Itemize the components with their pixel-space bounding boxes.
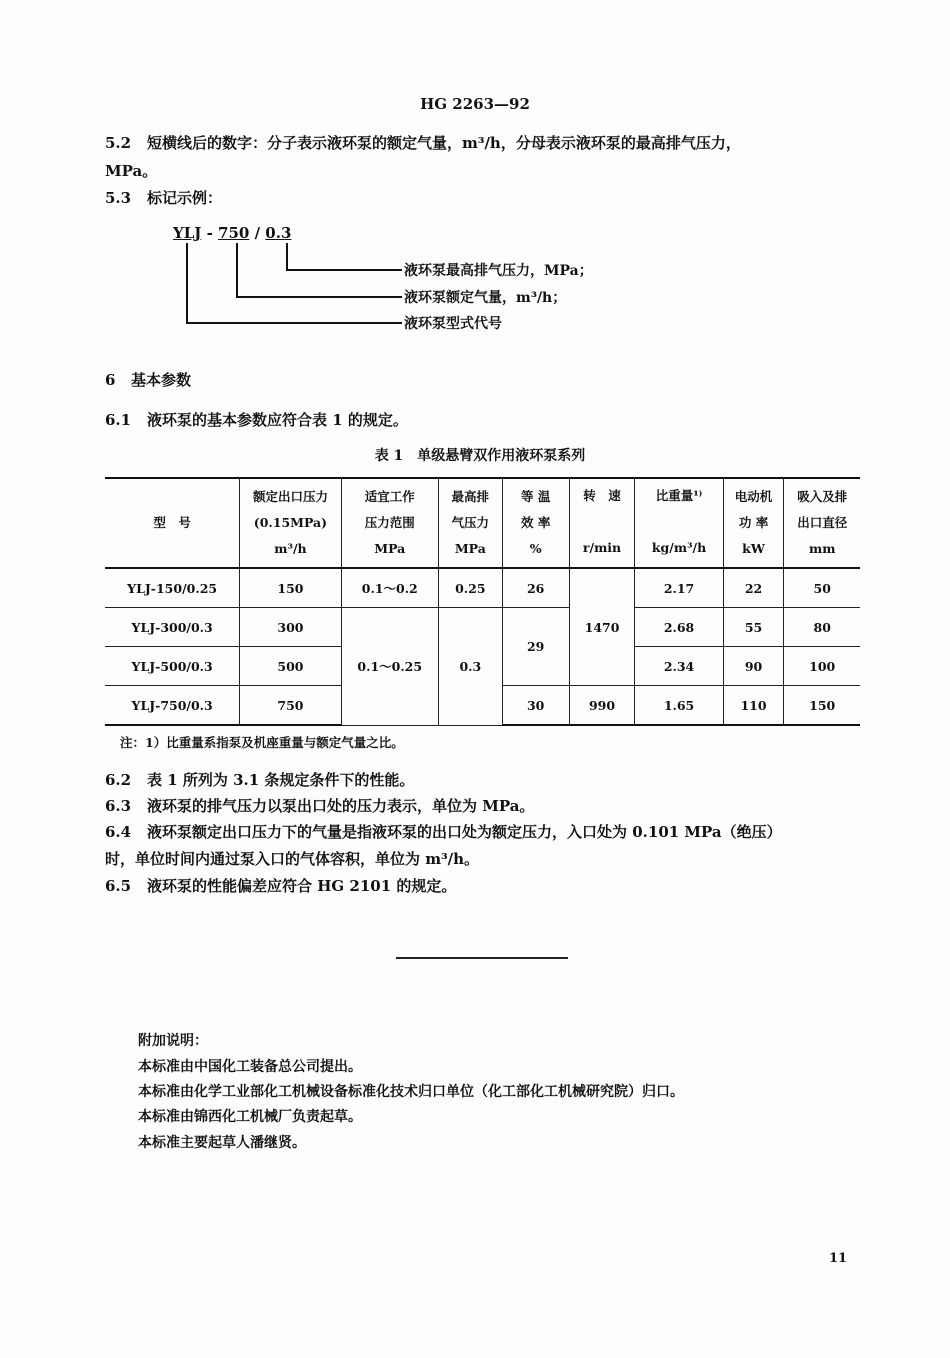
leader-line-flow-horizontal xyxy=(236,296,402,298)
cell-port-diameter: 150 xyxy=(784,686,860,726)
cell-efficiency: 26 xyxy=(502,568,569,608)
cell-motor-power: 90 xyxy=(723,647,784,686)
cell-model: YLJ-500/0.3 xyxy=(105,647,240,686)
marking-pressure-code: 0.3 xyxy=(265,224,292,242)
section-number: 5.3 xyxy=(105,189,132,207)
separator-line xyxy=(396,957,568,959)
leader-line-pressure-vertical xyxy=(286,243,288,270)
appendix-title: 附加说明： xyxy=(138,1033,208,1049)
table-caption: 表 1 单级悬臂双作用液环泵系列 xyxy=(374,448,586,464)
header-flow xyxy=(240,478,341,568)
cell-specific-weight: 2.17 xyxy=(635,568,723,608)
header-line: 压力范围 xyxy=(364,515,415,530)
section-5-3 xyxy=(105,187,222,208)
cell-motor-power: 110 xyxy=(723,686,784,726)
header-line: 比重量¹⁾ xyxy=(655,488,703,503)
header-line: m³/h xyxy=(274,541,307,556)
section-6-1 xyxy=(105,409,408,430)
cell-model: YLJ-150/0.25 xyxy=(105,568,240,608)
header-line: 出口直径 xyxy=(797,515,848,530)
marking-label-pressure: 液环泵最高排气压力，MPa； xyxy=(404,263,593,279)
header-speed xyxy=(569,478,635,568)
header-line: mm xyxy=(808,541,836,556)
appendix-line: 本标准由中国化工装备总公司提出。 xyxy=(138,1059,362,1075)
header-specific-weight xyxy=(635,478,723,568)
cell-efficiency: 29 xyxy=(502,608,569,686)
leader-line-pressure-horizontal xyxy=(286,269,402,271)
header-line: r/min xyxy=(582,540,622,555)
header-port-diameter xyxy=(784,478,860,568)
header-line: 型 号 xyxy=(153,515,191,530)
section-6-3 xyxy=(105,795,534,816)
section-number: 5.2 xyxy=(105,134,132,152)
cell-max-pressure: 0.25 xyxy=(438,568,502,608)
table-footnote: 注：1）比重量系指泵及机座重量与额定气量之比。 xyxy=(120,735,404,750)
marking-type-code: YLJ xyxy=(173,224,202,242)
appendix-line: 本标准主要起草人潘继贤。 xyxy=(138,1135,306,1151)
marking-label-type: 液环泵型式代号 xyxy=(404,316,502,332)
cell-speed: 990 xyxy=(569,686,635,726)
section-number: 6.3 xyxy=(105,797,132,815)
cell-pressure-range: 0.1～0.2 xyxy=(341,568,438,608)
section-text: 液环泵的性能偏差应符合 HG 2101 的规定。 xyxy=(147,877,457,895)
document-header: HG 2263—92 xyxy=(420,95,530,113)
header-line: 吸入及排 xyxy=(797,489,848,504)
header-line: 气压力 xyxy=(451,515,490,530)
header-line: % xyxy=(529,541,542,556)
leader-line-flow-vertical xyxy=(236,243,238,297)
appendix-line: 本标准由锦西化工机械厂负责起草。 xyxy=(138,1109,362,1125)
cell-speed: 1470 xyxy=(569,568,635,686)
section-text: 短横线后的数字：分子表示液环泵的额定气量，m³/h，分母表示液环泵的最高排气压力， xyxy=(147,134,741,152)
section-text: 表 1 所列为 3.1 条规定条件下的性能。 xyxy=(147,771,415,789)
cell-flow: 500 xyxy=(240,647,341,686)
header-line: 功 率 xyxy=(738,515,769,530)
cell-specific-weight: 2.34 xyxy=(635,647,723,686)
header-line: 等 温 xyxy=(520,489,551,504)
section-number: 6.5 xyxy=(105,877,132,895)
header-line: 适宜工作 xyxy=(364,489,415,504)
header-line: kg/m³/h xyxy=(651,540,707,555)
cell-specific-weight: 1.65 xyxy=(635,686,723,726)
cell-efficiency: 30 xyxy=(502,686,569,726)
leader-line-type-vertical xyxy=(186,243,188,323)
header-line: 效 率 xyxy=(520,515,551,530)
pump-parameter-table xyxy=(105,477,860,726)
section-text: 液环泵额定出口压力下的气量是指液环泵的出口处为额定压力，入口处为 0.101 MPa（绝压） xyxy=(147,823,782,841)
section-text: 液环泵的基本参数应符合表 1 的规定。 xyxy=(147,411,408,429)
cell-pressure-range: 0.1～0.25 xyxy=(341,608,438,726)
header-line: 额定出口压力 xyxy=(252,489,328,504)
marking-separator: / xyxy=(249,224,266,242)
table-row xyxy=(105,608,860,647)
header-model xyxy=(105,478,240,568)
table-header-row xyxy=(105,478,860,568)
cell-flow: 150 xyxy=(240,568,341,608)
section-number: 6.4 xyxy=(105,823,132,841)
header-line xyxy=(635,509,722,535)
section-6-5 xyxy=(105,875,456,896)
section-number: 6.1 xyxy=(105,411,132,429)
section-6-4 xyxy=(105,821,782,842)
header-line: 最高排 xyxy=(451,489,490,504)
header-efficiency xyxy=(502,478,569,568)
marking-label-flow: 液环泵额定气量，m³/h； xyxy=(404,290,567,306)
cell-model: YLJ-750/0.3 xyxy=(105,686,240,726)
header-line: (0.15MPa) xyxy=(253,515,328,530)
marking-example-code xyxy=(173,224,291,242)
header-motor-power xyxy=(723,478,784,568)
cell-specific-weight: 2.68 xyxy=(635,608,723,647)
section-number: 6 xyxy=(105,371,116,389)
cell-motor-power: 55 xyxy=(723,608,784,647)
header-line: MPa xyxy=(454,541,486,556)
cell-flow: 750 xyxy=(240,686,341,726)
section-text: 液环泵的排气压力以泵出口处的压力表示，单位为 MPa。 xyxy=(147,797,535,815)
header-line xyxy=(570,509,635,535)
cell-model: YLJ-300/0.3 xyxy=(105,608,240,647)
header-max-pressure xyxy=(438,478,502,568)
table-row xyxy=(105,568,860,608)
cell-port-diameter: 50 xyxy=(784,568,860,608)
marking-separator: - xyxy=(201,224,219,242)
cell-motor-power: 22 xyxy=(723,568,784,608)
marking-flow-code: 750 xyxy=(218,224,250,242)
section-number: 6.2 xyxy=(105,771,132,789)
page-number: 11 xyxy=(829,1251,848,1266)
header-line: 转 速 xyxy=(583,488,621,503)
header-pressure-range xyxy=(341,478,438,568)
cell-port-diameter: 80 xyxy=(784,608,860,647)
section-title: 基本参数 xyxy=(131,371,192,389)
section-text: 标记示例： xyxy=(147,189,223,207)
leader-line-type-horizontal xyxy=(186,322,402,324)
cell-max-pressure: 0.3 xyxy=(438,608,502,726)
section-5-2 xyxy=(105,132,741,153)
section-6-heading xyxy=(105,369,191,390)
section-6-4-continued: 时，单位时间内通过泵入口的气体容积，单位为 m³/h。 xyxy=(105,850,480,868)
cell-flow: 300 xyxy=(240,608,341,647)
section-6-2 xyxy=(105,769,414,790)
header-line: 电动机 xyxy=(734,489,773,504)
appendix-line: 本标准由化学工业部化工机械设备标准化技术归口单位（化工部化工机械研究院）归口。 xyxy=(138,1084,684,1100)
header-line: kW xyxy=(742,541,765,556)
section-5-2-continued: MPa。 xyxy=(105,162,158,180)
cell-port-diameter: 100 xyxy=(784,647,860,686)
header-line: MPa xyxy=(374,541,406,556)
